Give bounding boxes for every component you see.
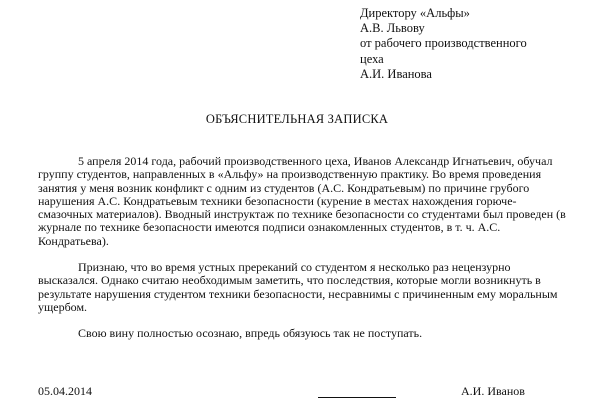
document-title: ОБЪЯСНИТЕЛЬНАЯ ЗАПИСКА bbox=[205, 112, 389, 126]
addressee-line-from: от рабочего производственного bbox=[360, 36, 527, 51]
signer-name: А.И. Иванов bbox=[461, 384, 525, 398]
addressee-line-sender: А.И. Иванова bbox=[360, 66, 432, 81]
document-body bbox=[38, 155, 568, 341]
addressee-line-director: Директору «Альфы» bbox=[360, 6, 470, 20]
addressee-line-name: А.В. Львову bbox=[360, 21, 425, 36]
addressee-line-department: цеха bbox=[360, 51, 384, 66]
addressee-block bbox=[360, 6, 560, 82]
body-paragraph-incident: 5 апреля 2014 года, рабочий производственного цеха, Иванов Александр Игнатьевич, обучал группу студентов, направленных в «Альфу» на производственную практику. Во время проведения занятия у меня возник конфликт с одним из студентов (А.С. Кондратьевым) по причине грубого нарушения А.С. Кондратьевым техники безопасности (курение в местах нахождения горюче-смазочных материалов). Вводный инструктаж по технике безопасности со студентами был проведен (в журнале по технике безопасности имеются подписи ознакомленных студентов, в т. ч. А.С. Кондратьева). bbox=[38, 154, 566, 248]
document-date: 05.04.2014 bbox=[38, 384, 92, 398]
body-paragraph-conclusion: Свою вину полностью осознаю, впредь обязуюсь так не поступать. bbox=[78, 326, 423, 341]
signature-line bbox=[318, 397, 396, 398]
document-footer bbox=[38, 384, 568, 400]
body-paragraph-admission: Признаю, что во время устных пререканий со студентом я несколько раз нецензурно высказался. Однако считаю необходимым заметить, что последствия, которые могли возникнуть в результате нарушения студентом техники безопасности, несравнимы с причиненным ему моральным ущербом. bbox=[38, 260, 558, 314]
